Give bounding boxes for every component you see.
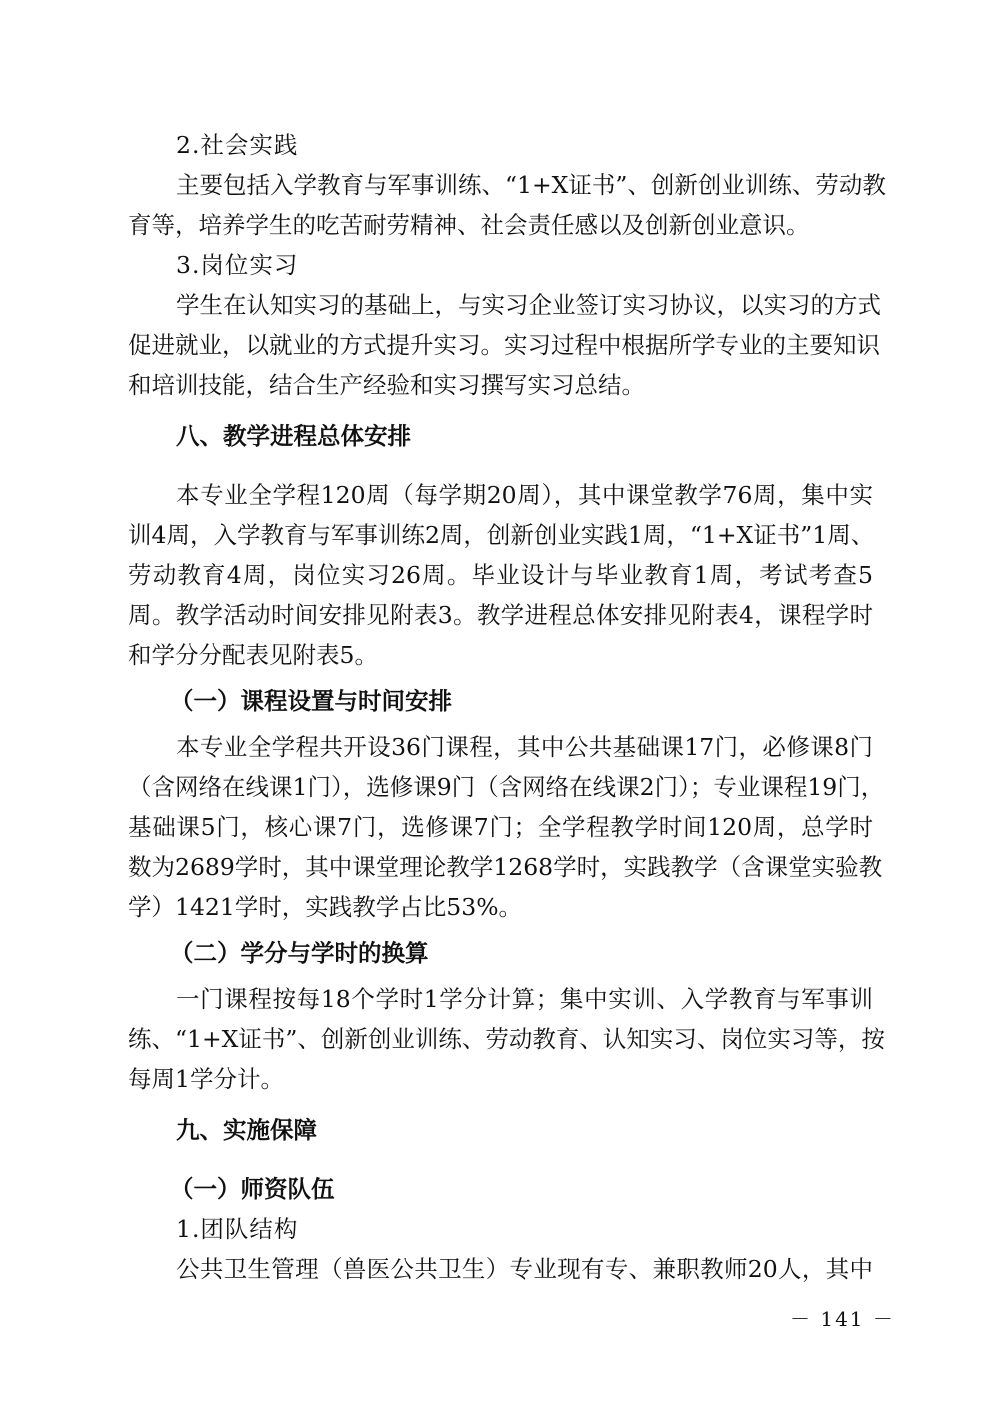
paragraph-line: 每周1学分计。 [128, 1065, 284, 1093]
paragraph-line: 练、“1+X证书”、创新创业训练、劳动教育、认知实习、岗位实习等，按 [128, 1025, 885, 1053]
item-heading: 2.社会实践 [176, 131, 299, 159]
paragraph-line: 公共卫生管理（兽医公共卫生）专业现有专、兼职教师20人，其中 [176, 1255, 873, 1283]
subsection-heading: （一）课程设置与时间安排 [170, 687, 452, 715]
paragraph-line: 学）1421学时，实践教学占比53%。 [128, 893, 523, 921]
paragraph-line: 一门课程按每18个学时1学分计算；集中实训、入学教育与军事训 [176, 985, 873, 1013]
paragraph-line: 和学分分配表见附表5。 [128, 641, 378, 669]
paragraph-line: 训4周，入学教育与军事训练2周，创新创业实践1周，“1+X证书”1周、 [128, 521, 875, 549]
paragraph-line: 育等，培养学生的吃苦耐劳精神、社会责任感以及创新创业意识。 [128, 211, 810, 239]
paragraph-line: 劳动教育4周，岗位实习26周。毕业设计与毕业教育1周，考试考查5 [128, 561, 873, 589]
paragraph-line: 学生在认知实习的基础上，与实习企业签订实习协议，以实习的方式 [176, 291, 881, 319]
paragraph-line: 基础课5门，核心课7门，选修课7门；全学程教学时间120周，总学时 [128, 813, 873, 841]
subsection-heading: （二）学分与学时的换算 [170, 939, 429, 967]
paragraph-line: 本专业全学程120周（每学期20周），其中课堂教学76周，集中实 [176, 481, 873, 509]
paragraph-line: （含网络在线课1门），选修课9门（含网络在线课2门）；专业课程19门， [128, 773, 885, 801]
paragraph-line: 本专业全学程共开设36门课程，其中公共基础课17门，必修课8门 [176, 733, 873, 761]
paragraph-line: 促进就业，以就业的方式提升实习。实习过程中根据所学专业的主要知识 [128, 331, 880, 359]
subsection-heading: （一）师资队伍 [170, 1175, 335, 1203]
paragraph-line: 数为2689学时，其中课堂理论教学1268学时，实践教学（含课堂实验教 [128, 853, 883, 881]
item-heading: 3.岗位实习 [176, 251, 299, 279]
section-heading: 八、教学进程总体安排 [176, 422, 411, 450]
paragraph-line: 周。教学活动时间安排见附表3。教学进程总体安排见附表4，课程学时 [128, 601, 873, 629]
paragraph-line: 和培训技能，结合生产经验和实习撰写实习总结。 [128, 371, 645, 399]
section-heading: 九、实施保障 [176, 1116, 317, 1144]
paragraph-line: 主要包括入学教育与军事训练、“1+X证书”、创新创业训练、劳动教 [176, 171, 886, 199]
item-heading: 1.团队结构 [176, 1215, 299, 1243]
page-number: － 141 － [790, 1307, 895, 1331]
